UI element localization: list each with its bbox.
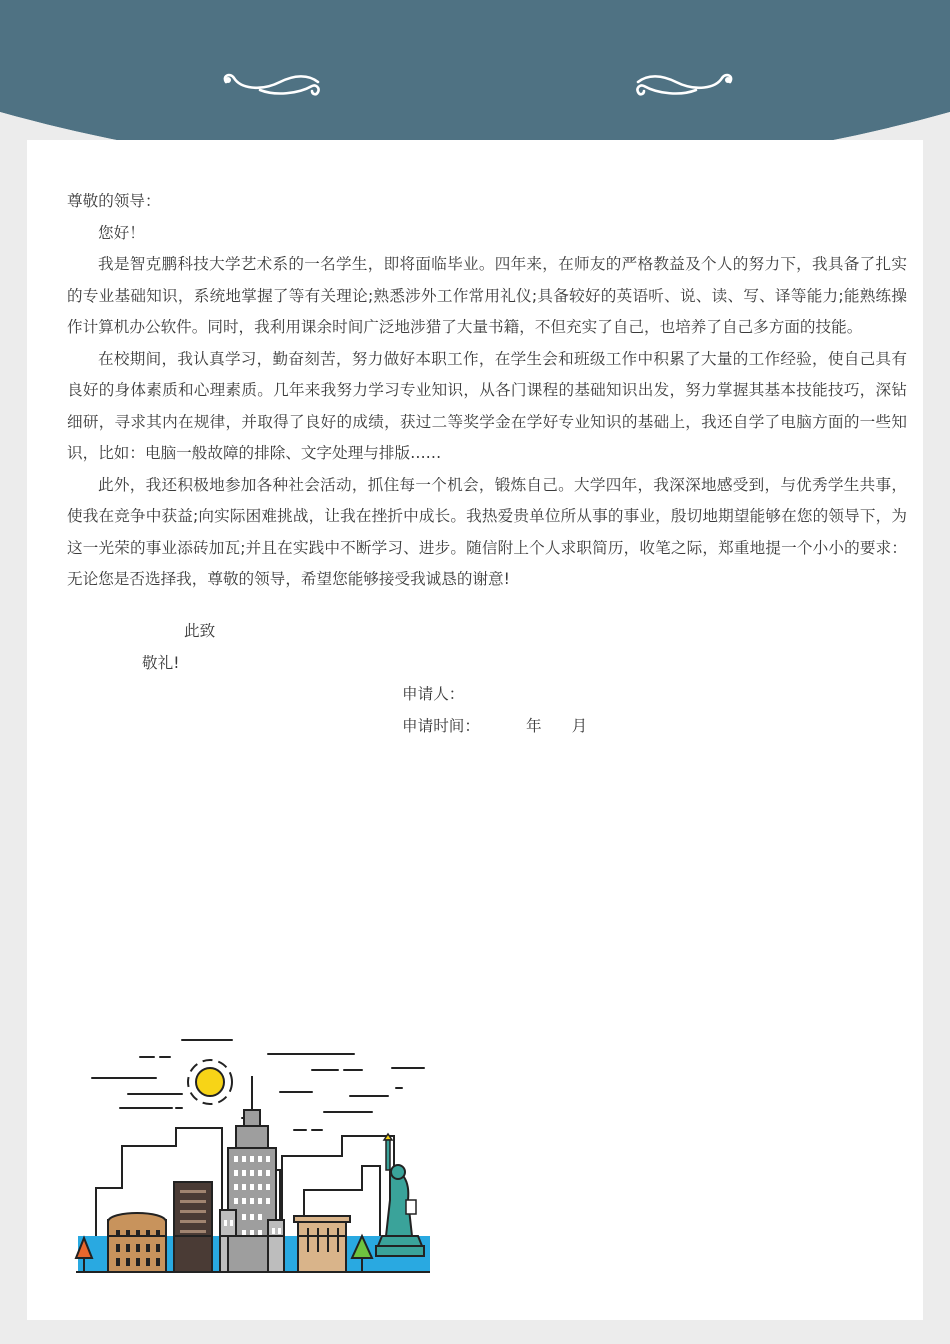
statue-of-liberty-icon — [376, 1134, 424, 1256]
apply-time-label: 申请时间： — [402, 717, 480, 735]
year-label: 年 — [525, 717, 542, 735]
foreground-buildings — [108, 1236, 346, 1272]
swirl-ornament-icon — [632, 66, 736, 102]
swirl-ornament-icon — [220, 66, 324, 102]
greeting: 您好！ — [98, 223, 145, 242]
closing-jingli: 敬礼! — [142, 654, 180, 672]
apply-time-line — [402, 711, 587, 743]
paragraph-2: 在校期间，我认真学习，勤奋刻苦，努力做好本职工作，在学生会和班级工作中积累了大量的工作经验，使自己具有良好的身体素质和心理素质。几年来我努力学习专业知识，从各门课程的基础知识出发，努力掌握其基本技能技巧，深钻细研，寻求其内在规律，并取得了良好的成绩，获过二等奖学金在学好专业知识的基础上，我还自学了电脑方面的一些知识，比如：电脑一般故障的排除、文字处理与排版…… — [67, 349, 907, 462]
salutation: 尊敬的领导： — [67, 192, 161, 210]
paragraph-3: 此外，我还积极地参加各种社会活动，抓住每一个机会，锻炼自己。大学四年，我深深地感受到，与优秀学生共事，使我在竞争中获益;向实际困难挑战，让我在挫折中成长。我热爱贵单位所从事的事业，殷切地期望能够在您的领导下，为这一光荣的事业添砖加瓦;并且在实践中不断学习、进步。随信附上个人求职简历，收笔之际，郑重地提一个小小的要求：无论您是否选择我，尊敬的领导，希望您能够接受我诚恳的谢意! — [67, 475, 907, 588]
paragraph-1: 我是智克鹏科技大学艺术系的一名学生，即将面临毕业。四年来，在师友的严格教益及个人的努力下，我具备了扎实的专业基础知识，系统地掌握了等有关理论;熟悉涉外工作常用礼仪;具备较好的英语听、说、读、写、译等能力;能熟练操作计算机办公软件。同时，我利用课余时间广泛地涉猎了大量书籍，不但充实了自己，也培养了自己多方面的技能。 — [67, 255, 907, 336]
city-skyline-illustration — [72, 1030, 434, 1280]
letter-body — [67, 186, 907, 596]
applicant-label: 申请人： — [402, 685, 465, 703]
month-label: 月 — [571, 717, 588, 735]
sun-icon — [188, 1060, 232, 1104]
closing-cizhi: 此致 — [184, 622, 216, 640]
